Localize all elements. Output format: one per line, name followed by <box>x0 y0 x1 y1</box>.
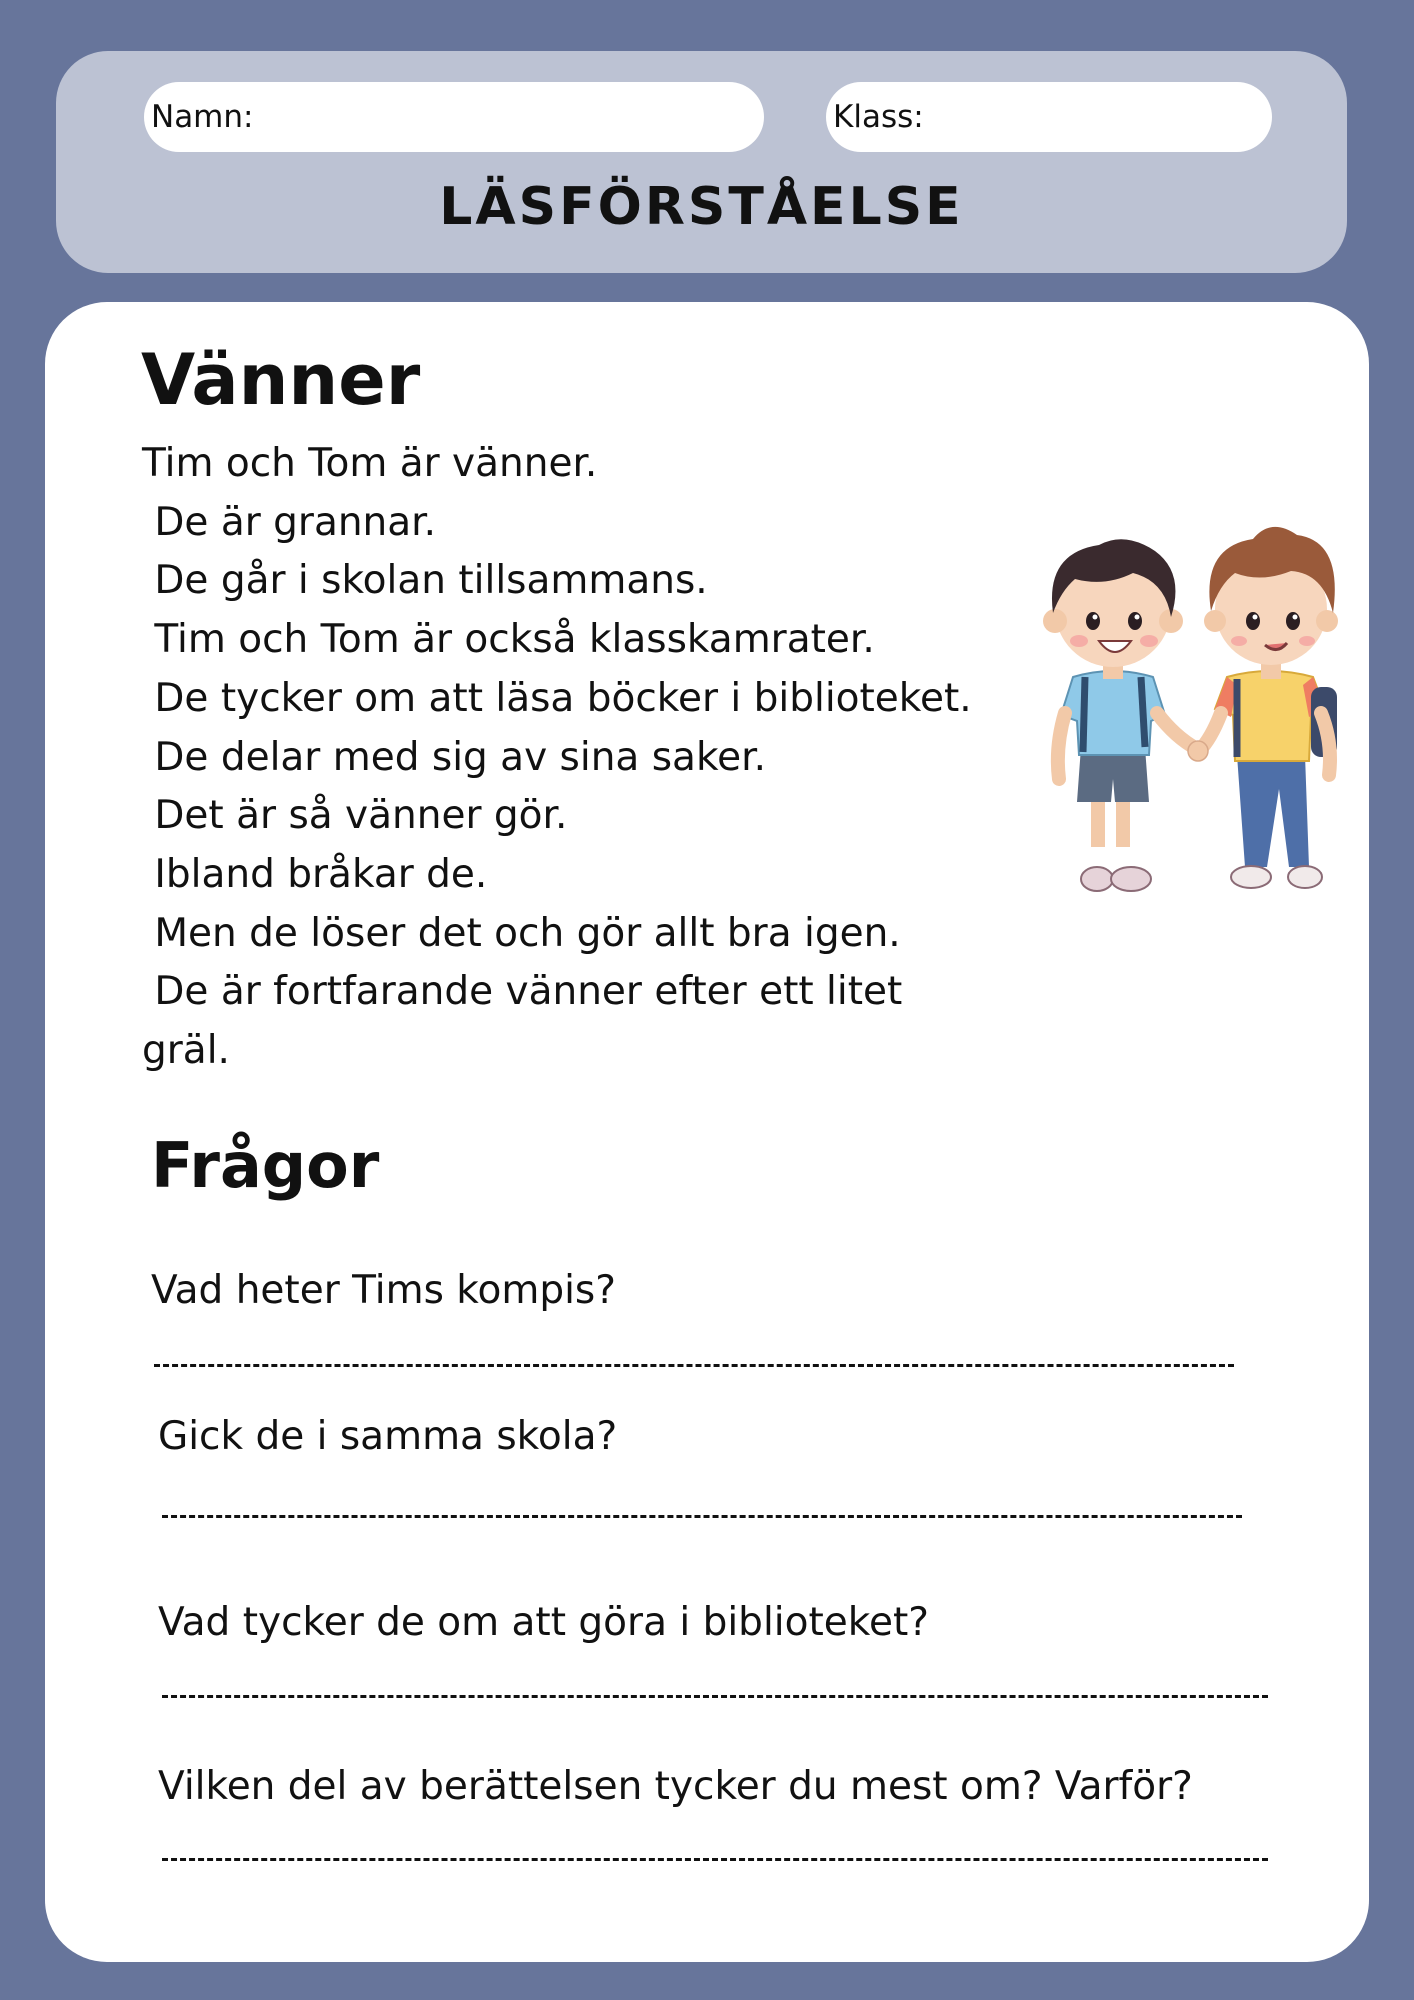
answer-line-1[interactable] <box>154 1364 1234 1367</box>
class-label: Klass: <box>833 99 924 135</box>
answer-line-3[interactable] <box>162 1695 1268 1698</box>
story-line: De är fortfarande vänner efter ett litet <box>142 969 903 1015</box>
story-line: De går i skolan tillsammans. <box>142 558 708 604</box>
content-panel <box>45 302 1369 1962</box>
name-field[interactable] <box>144 82 764 152</box>
class-field[interactable] <box>826 82 1272 152</box>
two-boys-illustration <box>1015 517 1405 947</box>
story-line: De delar med sig av sina saker. <box>142 734 766 780</box>
story-line: Ibland bråkar de. <box>142 851 488 897</box>
question-2: Gick de i samma skola? <box>158 1414 618 1459</box>
story-line: De tycker om att läsa böcker i biblioteket. <box>142 675 972 721</box>
story-line: Tim och Tom är också klasskamrater. <box>142 617 875 663</box>
sheet-title: LÄSFÖRSTÅELSE <box>439 177 964 237</box>
left-boy <box>1043 539 1197 891</box>
name-label: Namn: <box>151 99 254 135</box>
answer-line-4[interactable] <box>162 1858 1268 1861</box>
story-line: Det är så vänner gör. <box>142 793 568 839</box>
story-text <box>142 435 1062 1081</box>
story-line: gräl. <box>142 1028 230 1074</box>
story-line: De är grannar. <box>142 499 437 545</box>
story-line: Men de löser det och gör allt bra igen. <box>142 910 901 956</box>
question-3: Vad tycker de om att göra i biblioteket? <box>158 1600 929 1645</box>
answer-line-2[interactable] <box>162 1515 1242 1518</box>
story-title: Vänner <box>141 339 421 421</box>
right-boy <box>1199 527 1338 888</box>
question-4: Vilken del av berättelsen tycker du mest om? Varför? <box>158 1764 1193 1809</box>
questions-title: Frågor <box>151 1129 380 1202</box>
story-line: Tim och Tom är vänner. <box>142 441 598 486</box>
header-panel <box>56 51 1347 273</box>
question-1: Vad heter Tims kompis? <box>151 1268 616 1313</box>
